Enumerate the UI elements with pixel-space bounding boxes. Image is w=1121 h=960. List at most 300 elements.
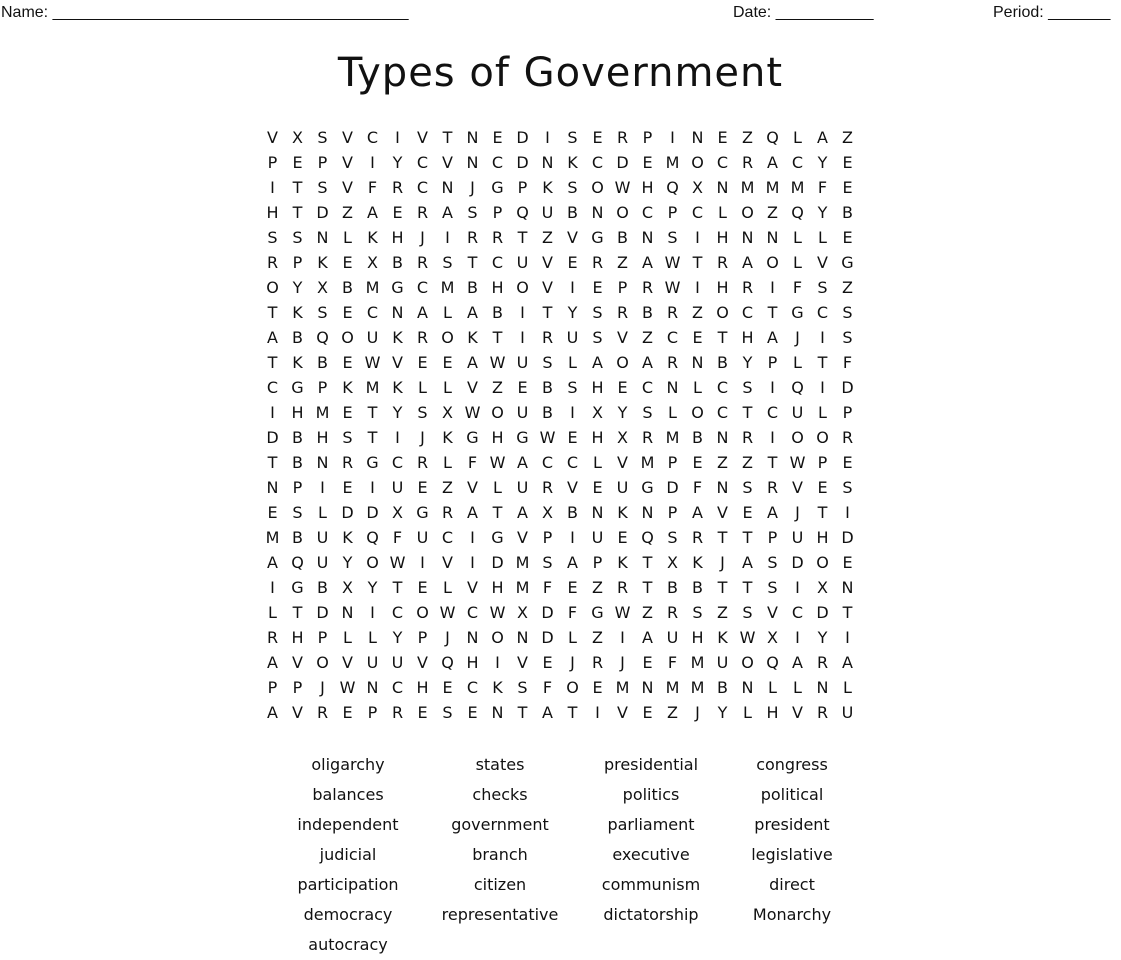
grid-letter: G bbox=[791, 303, 804, 322]
grid-letter: Q bbox=[791, 203, 804, 222]
grid-letter: V bbox=[567, 228, 578, 247]
grid-letter: E bbox=[642, 703, 653, 722]
grid-letter: E bbox=[392, 203, 403, 222]
grid-letter: T bbox=[817, 503, 828, 522]
grid-letter: U bbox=[516, 403, 529, 422]
grid-letter: V bbox=[267, 128, 278, 147]
grid-letter: Z bbox=[492, 378, 503, 397]
grid-letter: I bbox=[570, 278, 575, 297]
grid-letter: V bbox=[292, 653, 303, 672]
grid-letter: S bbox=[317, 178, 328, 197]
grid-letter: M bbox=[365, 378, 380, 397]
grid-letter: N bbox=[741, 678, 754, 697]
grid-row bbox=[260, 225, 860, 250]
grid-letter: D bbox=[316, 203, 329, 222]
grid-letter: H bbox=[466, 653, 479, 672]
grid-letter: I bbox=[270, 578, 275, 597]
grid-letter: H bbox=[816, 528, 829, 547]
grid-letter: C bbox=[466, 603, 479, 622]
grid-letter: A bbox=[467, 303, 478, 322]
grid-letter: B bbox=[842, 203, 853, 222]
grid-letter: F bbox=[392, 528, 403, 547]
grid-letter: I bbox=[695, 278, 700, 297]
grid-letter: A bbox=[642, 353, 653, 372]
grid-letter: C bbox=[591, 153, 604, 172]
grid-letter: O bbox=[516, 278, 529, 297]
grid-letter: E bbox=[342, 403, 353, 422]
grid-letter: Q bbox=[366, 528, 379, 547]
grid-letter: X bbox=[292, 128, 303, 147]
grid-letter: E bbox=[417, 578, 428, 597]
grid-letter: C bbox=[691, 203, 704, 222]
grid-letter: T bbox=[642, 578, 653, 597]
grid-letter: J bbox=[420, 228, 425, 247]
grid-letter: V bbox=[342, 178, 353, 197]
grid-letter: C bbox=[491, 253, 504, 272]
grid-letter: S bbox=[317, 303, 328, 322]
grid-letter: M bbox=[315, 403, 330, 422]
grid-row bbox=[260, 650, 860, 675]
grid-letter: S bbox=[342, 428, 353, 447]
grid-letter: G bbox=[416, 503, 429, 522]
grid-letter: L bbox=[768, 678, 777, 697]
grid-letter: G bbox=[391, 278, 404, 297]
page-title: Types of Government bbox=[337, 50, 784, 96]
grid-letter: Y bbox=[567, 303, 578, 322]
grid-letter: N bbox=[741, 228, 754, 247]
grid-letter: E bbox=[617, 528, 628, 547]
grid-letter: C bbox=[366, 303, 379, 322]
grid-letter: N bbox=[641, 678, 654, 697]
grid-letter: V bbox=[617, 703, 628, 722]
grid-letter: N bbox=[716, 178, 729, 197]
grid-letter: D bbox=[266, 428, 279, 447]
grid-letter: H bbox=[691, 628, 704, 647]
grid-letter: T bbox=[517, 703, 528, 722]
grid-letter: Q bbox=[316, 328, 329, 347]
grid-letter: Y bbox=[292, 278, 303, 297]
grid-row bbox=[260, 350, 860, 375]
grid-letter: I bbox=[445, 228, 450, 247]
word-bank-item: presidential bbox=[603, 755, 699, 774]
grid-letter: Q bbox=[441, 653, 454, 672]
grid-letter: E bbox=[717, 128, 728, 147]
grid-letter: N bbox=[466, 128, 479, 147]
grid-letter: W bbox=[614, 603, 631, 622]
grid-letter: E bbox=[642, 653, 653, 672]
grid-letter: O bbox=[591, 178, 604, 197]
grid-row bbox=[260, 550, 860, 575]
grid-letter: X bbox=[392, 503, 403, 522]
grid-letter: E bbox=[592, 278, 603, 297]
grid-letter: O bbox=[416, 603, 429, 622]
grid-letter: G bbox=[641, 478, 654, 497]
grid-letter: R bbox=[416, 253, 429, 272]
grid-letter: J bbox=[720, 553, 725, 572]
grid-letter: I bbox=[770, 378, 775, 397]
grid-letter: B bbox=[567, 503, 578, 522]
grid-row bbox=[260, 500, 860, 525]
grid-letter: P bbox=[292, 478, 303, 497]
grid-letter: A bbox=[267, 703, 278, 722]
grid-letter: B bbox=[317, 353, 328, 372]
grid-letter: N bbox=[591, 203, 604, 222]
grid-row bbox=[260, 575, 860, 600]
grid-letter: C bbox=[566, 453, 579, 472]
grid-letter: A bbox=[742, 553, 753, 572]
grid-letter: T bbox=[692, 253, 703, 272]
grid-letter: M bbox=[640, 453, 655, 472]
name-field: Name: ________________________________________ bbox=[1, 4, 409, 21]
grid-letter: S bbox=[567, 178, 578, 197]
grid-letter: Z bbox=[692, 303, 703, 322]
grid-letter: J bbox=[620, 653, 625, 672]
grid-letter: D bbox=[541, 628, 554, 647]
grid-row bbox=[260, 250, 860, 275]
grid-letter: A bbox=[367, 203, 378, 222]
grid-letter: R bbox=[591, 253, 604, 272]
grid-letter: X bbox=[517, 603, 528, 622]
grid-letter: R bbox=[816, 653, 829, 672]
grid-letter: R bbox=[741, 153, 754, 172]
grid-letter: E bbox=[817, 478, 828, 497]
grid-letter: P bbox=[417, 628, 428, 647]
grid-letter: V bbox=[292, 703, 303, 722]
word-bank-item: checks bbox=[472, 785, 528, 804]
grid-letter: I bbox=[670, 128, 675, 147]
grid-letter: M bbox=[515, 553, 530, 572]
grid-letter: A bbox=[767, 153, 778, 172]
grid-letter: X bbox=[817, 578, 828, 597]
grid-letter: W bbox=[339, 678, 356, 697]
grid-letter: C bbox=[416, 153, 429, 172]
grid-letter: C bbox=[766, 403, 779, 422]
grid-row bbox=[260, 175, 860, 200]
grid-letter: G bbox=[366, 453, 379, 472]
grid-letter: P bbox=[317, 378, 328, 397]
grid-letter: F bbox=[792, 278, 803, 297]
grid-letter: O bbox=[716, 303, 729, 322]
grid-letter: Z bbox=[717, 453, 728, 472]
grid-letter: D bbox=[516, 153, 529, 172]
grid-letter: U bbox=[391, 478, 404, 497]
grid-letter: X bbox=[617, 428, 628, 447]
grid-letter: S bbox=[742, 603, 753, 622]
grid-letter: T bbox=[367, 403, 378, 422]
grid-letter: T bbox=[367, 428, 378, 447]
grid-letter: M bbox=[790, 178, 805, 197]
grid-letter: D bbox=[366, 503, 379, 522]
grid-letter: H bbox=[291, 403, 304, 422]
grid-letter: F bbox=[542, 678, 553, 697]
word-bank-item: participation bbox=[297, 875, 399, 894]
grid-letter: U bbox=[391, 653, 404, 672]
grid-letter: O bbox=[341, 328, 354, 347]
grid-letter: V bbox=[442, 153, 453, 172]
grid-letter: E bbox=[692, 328, 703, 347]
grid-letter: V bbox=[817, 253, 828, 272]
grid-letter: O bbox=[266, 278, 279, 297]
grid-letter: G bbox=[591, 603, 604, 622]
grid-letter: J bbox=[795, 503, 800, 522]
grid-letter: I bbox=[370, 153, 375, 172]
grid-letter: T bbox=[767, 453, 778, 472]
grid-letter: G bbox=[516, 428, 529, 447]
grid-letter: F bbox=[542, 578, 553, 597]
grid-letter: I bbox=[570, 528, 575, 547]
grid-letter: M bbox=[740, 178, 755, 197]
grid-letter: V bbox=[467, 478, 478, 497]
grid-letter: N bbox=[591, 503, 604, 522]
grid-row bbox=[260, 675, 860, 700]
grid-letter: H bbox=[591, 428, 604, 447]
grid-letter: X bbox=[317, 278, 328, 297]
grid-letter: F bbox=[467, 453, 478, 472]
grid-letter: R bbox=[541, 328, 554, 347]
grid-letter: T bbox=[267, 303, 278, 322]
grid-letter: I bbox=[370, 603, 375, 622]
word-bank-item: states bbox=[475, 755, 525, 774]
word-bank-item: oligarchy bbox=[311, 755, 385, 774]
grid-letter: E bbox=[492, 128, 503, 147]
grid-letter: H bbox=[316, 428, 329, 447]
grid-letter: C bbox=[641, 378, 654, 397]
grid-letter: L bbox=[793, 228, 802, 247]
grid-letter: G bbox=[491, 178, 504, 197]
grid-letter: V bbox=[542, 278, 553, 297]
grid-letter: E bbox=[517, 378, 528, 397]
grid-letter: F bbox=[842, 353, 853, 372]
grid-letter: R bbox=[616, 578, 629, 597]
grid-letter: A bbox=[417, 303, 428, 322]
grid-letter: B bbox=[542, 378, 553, 397]
grid-letter: I bbox=[695, 228, 700, 247]
grid-letter: X bbox=[342, 578, 353, 597]
grid-row bbox=[260, 625, 860, 650]
grid-row bbox=[260, 275, 860, 300]
grid-letter: V bbox=[792, 478, 803, 497]
grid-letter: D bbox=[666, 478, 679, 497]
grid-letter: T bbox=[717, 328, 728, 347]
grid-letter: Y bbox=[392, 153, 403, 172]
grid-letter: Z bbox=[642, 328, 653, 347]
grid-letter: Z bbox=[717, 603, 728, 622]
grid-letter: L bbox=[718, 203, 727, 222]
word-bank-item: branch bbox=[472, 845, 528, 864]
grid-letter: E bbox=[567, 578, 578, 597]
grid-letter: T bbox=[292, 178, 303, 197]
grid-letter: C bbox=[716, 403, 729, 422]
grid-letter: N bbox=[491, 703, 504, 722]
grid-letter: R bbox=[616, 128, 629, 147]
grid-letter: A bbox=[467, 353, 478, 372]
grid-row bbox=[260, 375, 860, 400]
grid-letter: M bbox=[615, 678, 630, 697]
grid-letter: S bbox=[692, 603, 703, 622]
grid-letter: R bbox=[591, 653, 604, 672]
grid-letter: N bbox=[841, 578, 854, 597]
grid-letter: B bbox=[717, 353, 728, 372]
grid-letter: P bbox=[667, 203, 678, 222]
grid-letter: R bbox=[316, 703, 329, 722]
grid-letter: A bbox=[642, 628, 653, 647]
grid-letter: Q bbox=[291, 553, 304, 572]
grid-letter: C bbox=[266, 378, 279, 397]
grid-letter: T bbox=[742, 403, 753, 422]
grid-letter: L bbox=[443, 453, 452, 472]
grid-letter: W bbox=[389, 553, 406, 572]
grid-letter: I bbox=[395, 128, 400, 147]
grid-letter: D bbox=[491, 553, 504, 572]
grid-letter: V bbox=[617, 453, 628, 472]
grid-letter: N bbox=[816, 678, 829, 697]
word-bank-item: president bbox=[754, 815, 830, 834]
grid-letter: O bbox=[816, 428, 829, 447]
grid-letter: K bbox=[617, 553, 628, 572]
word-bank-item: direct bbox=[769, 875, 815, 894]
grid-row bbox=[260, 125, 860, 150]
grid-letter: G bbox=[491, 528, 504, 547]
grid-letter: P bbox=[667, 503, 678, 522]
grid-letter: B bbox=[492, 303, 503, 322]
grid-letter: U bbox=[566, 328, 579, 347]
grid-letter: T bbox=[717, 528, 728, 547]
grid-letter: R bbox=[491, 228, 504, 247]
word-bank-item: congress bbox=[756, 755, 828, 774]
grid-letter: J bbox=[320, 678, 325, 697]
grid-letter: V bbox=[392, 353, 403, 372]
grid-letter: P bbox=[292, 253, 303, 272]
grid-letter: E bbox=[642, 153, 653, 172]
grid-letter: H bbox=[491, 578, 504, 597]
grid-letter: E bbox=[342, 303, 353, 322]
grid-letter: Q bbox=[666, 178, 679, 197]
grid-letter: Y bbox=[342, 553, 353, 572]
grid-letter: S bbox=[292, 228, 303, 247]
grid-letter: L bbox=[793, 678, 802, 697]
grid-letter: K bbox=[292, 303, 303, 322]
grid-letter: B bbox=[292, 328, 303, 347]
grid-letter: P bbox=[817, 453, 828, 472]
grid-letter: O bbox=[741, 203, 754, 222]
grid-letter: M bbox=[765, 178, 780, 197]
grid-letter: V bbox=[792, 703, 803, 722]
grid-letter: K bbox=[392, 378, 403, 397]
grid-letter: P bbox=[267, 678, 278, 697]
word-bank-item: dictatorship bbox=[603, 905, 699, 924]
grid-letter: V bbox=[617, 328, 628, 347]
grid-letter: W bbox=[664, 278, 681, 297]
grid-letter: Y bbox=[617, 403, 628, 422]
grid-letter: C bbox=[391, 603, 404, 622]
grid-letter: M bbox=[440, 278, 455, 297]
grid-letter: J bbox=[795, 328, 800, 347]
grid-letter: L bbox=[843, 678, 852, 697]
grid-letter: K bbox=[567, 153, 578, 172]
grid-letter: G bbox=[291, 578, 304, 597]
grid-letter: V bbox=[767, 603, 778, 622]
grid-letter: L bbox=[693, 378, 702, 397]
grid-letter: E bbox=[417, 703, 428, 722]
grid-letter: J bbox=[445, 628, 450, 647]
grid-letter: V bbox=[442, 553, 453, 572]
grid-letter: W bbox=[489, 603, 506, 622]
grid-letter: C bbox=[391, 678, 404, 697]
grid-letter: H bbox=[716, 278, 729, 297]
word-bank-item: independent bbox=[297, 815, 399, 834]
grid-letter: O bbox=[816, 553, 829, 572]
grid-letter: L bbox=[368, 628, 377, 647]
grid-letter: S bbox=[767, 553, 778, 572]
grid-letter: A bbox=[442, 203, 453, 222]
word-bank-item: government bbox=[451, 815, 549, 834]
grid-letter: A bbox=[517, 503, 528, 522]
grid-letter: O bbox=[616, 353, 629, 372]
grid-letter: J bbox=[420, 428, 425, 447]
grid-letter: W bbox=[489, 453, 506, 472]
grid-letter: M bbox=[665, 428, 680, 447]
grid-letter: D bbox=[541, 603, 554, 622]
grid-letter: M bbox=[665, 678, 680, 697]
grid-letter: E bbox=[342, 353, 353, 372]
grid-letter: I bbox=[620, 628, 625, 647]
grid-letter: R bbox=[816, 703, 829, 722]
grid-letter: U bbox=[716, 653, 729, 672]
grid-letter: I bbox=[470, 553, 475, 572]
grid-letter: S bbox=[517, 678, 528, 697]
grid-letter: S bbox=[742, 478, 753, 497]
grid-letter: Q bbox=[641, 528, 654, 547]
grid-row bbox=[260, 475, 860, 500]
grid-letter: Y bbox=[817, 203, 828, 222]
grid-letter: I bbox=[845, 628, 850, 647]
grid-letter: I bbox=[820, 378, 825, 397]
grid-letter: V bbox=[467, 378, 478, 397]
grid-row bbox=[260, 200, 860, 225]
grid-letter: V bbox=[467, 578, 478, 597]
grid-letter: T bbox=[767, 303, 778, 322]
grid-letter: E bbox=[342, 253, 353, 272]
grid-letter: R bbox=[616, 303, 629, 322]
grid-letter: K bbox=[617, 503, 628, 522]
grid-letter: S bbox=[467, 203, 478, 222]
grid-letter: N bbox=[766, 228, 779, 247]
grid-row bbox=[260, 425, 860, 450]
grid-letter: V bbox=[342, 153, 353, 172]
grid-letter: K bbox=[292, 353, 303, 372]
grid-letter: E bbox=[467, 703, 478, 722]
grid-letter: I bbox=[370, 478, 375, 497]
grid-letter: Z bbox=[442, 478, 453, 497]
grid-letter: R bbox=[441, 503, 454, 522]
grid-letter: E bbox=[342, 478, 353, 497]
grid-letter: U bbox=[541, 203, 554, 222]
grid-letter: S bbox=[317, 128, 328, 147]
grid-letter: I bbox=[395, 428, 400, 447]
grid-letter: Z bbox=[617, 253, 628, 272]
grid-letter: N bbox=[266, 478, 279, 497]
grid-letter: A bbox=[817, 128, 828, 147]
grid-letter: T bbox=[492, 503, 503, 522]
grid-letter: L bbox=[793, 353, 802, 372]
grid-letter: T bbox=[742, 528, 753, 547]
grid-letter: S bbox=[642, 403, 653, 422]
grid-letter: I bbox=[820, 328, 825, 347]
grid-letter: Y bbox=[817, 153, 828, 172]
grid-letter: S bbox=[667, 528, 678, 547]
grid-letter: K bbox=[342, 378, 353, 397]
grid-letter: S bbox=[442, 253, 453, 272]
